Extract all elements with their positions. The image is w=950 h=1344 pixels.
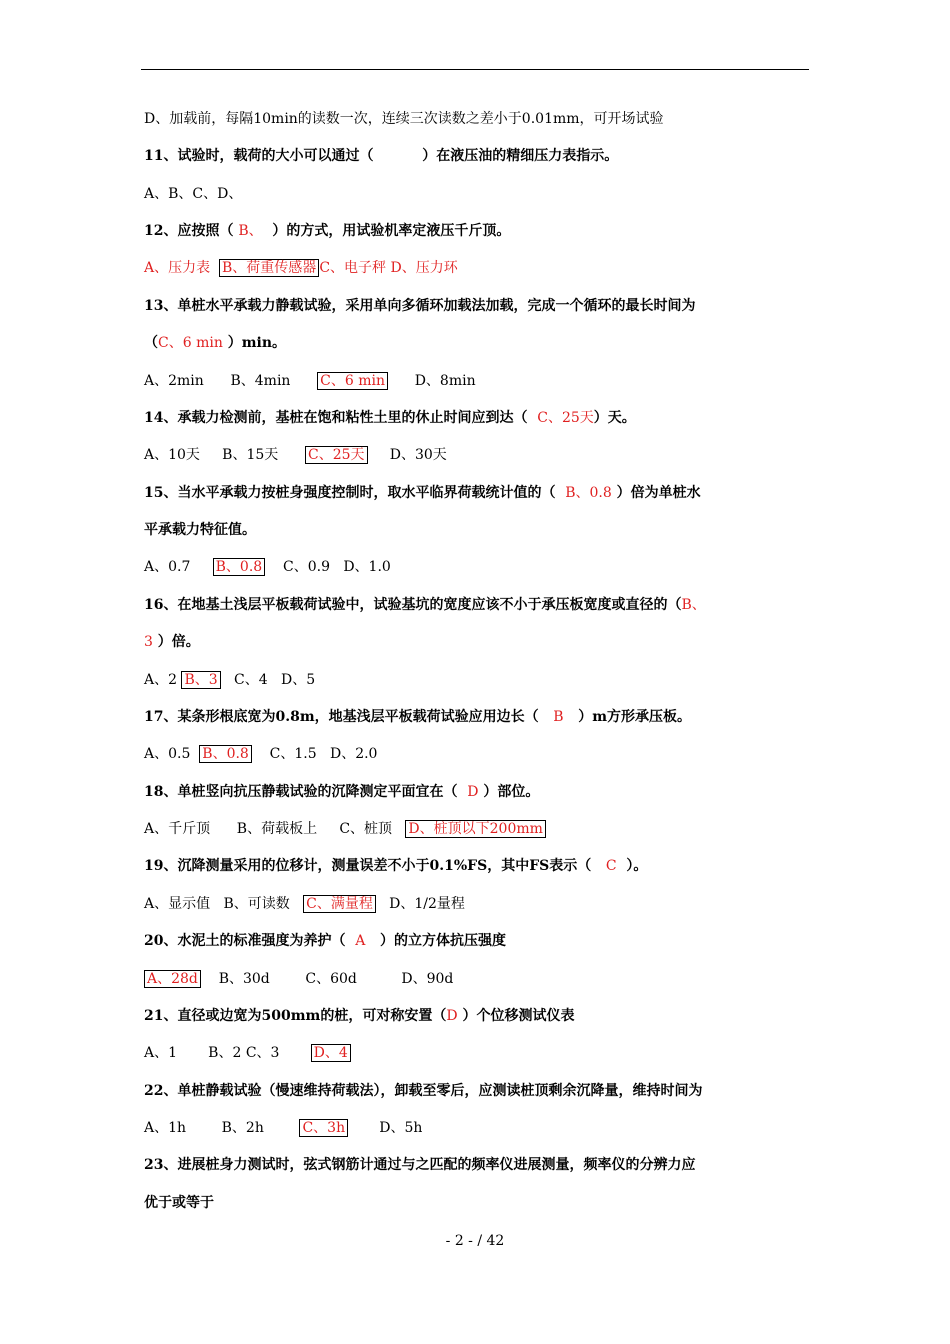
text-segment: A、10天 B、15天 xyxy=(144,447,305,463)
text-segment: 13、单桩水平承载力静载试验，采用单向多循环加载法加载，完成一个循环的最长时间为 xyxy=(144,298,696,314)
answer-text: C xyxy=(605,858,617,874)
answer-text: B、0.8 xyxy=(565,485,612,501)
text-segment: A、千斤顶 B、荷载板上 C、桩顶 xyxy=(144,821,406,837)
question-line xyxy=(144,1193,214,1213)
question-line xyxy=(144,296,695,316)
option-line xyxy=(144,1043,351,1063)
question-line xyxy=(144,782,539,802)
text-segment: A、B、C、D、 xyxy=(144,186,243,202)
text-segment: ）m方形承压板。 xyxy=(563,709,692,725)
answer-box: A、28d xyxy=(144,970,201,988)
question-line xyxy=(144,146,618,166)
text-segment: ）的立方体抗压强度 xyxy=(365,933,506,949)
text-segment: 16、在地基土浅层平板载荷试验中，试验基坑的宽度应该不小于承压板宽度或直径的（ xyxy=(144,597,682,613)
answer-text: D xyxy=(446,1008,458,1024)
text-segment: A、0.5 xyxy=(144,746,200,762)
text-segment: 11、试验时，载荷的大小可以通过（ ）在液压油的精细压力表指示。 xyxy=(144,148,619,164)
question-line xyxy=(144,1006,574,1026)
text-segment: D、加载前，每隔10min的读数一次，连续三次读数之差小于0.01mm，可开场试验 xyxy=(144,111,664,127)
question-line xyxy=(144,221,510,241)
text-segment: 17、某条形根底宽为0.8m，地基浅层平板载荷试验应用边长（ xyxy=(144,709,554,725)
answer-text: D xyxy=(467,784,479,800)
text-segment: D、1/2量程 xyxy=(375,896,465,912)
text-segment: A、显示值 B、可读数 xyxy=(144,896,304,912)
text-segment: 12、应按照（ xyxy=(144,223,239,239)
answer-box: C、满量程 xyxy=(303,895,376,913)
text-segment: D、30天 xyxy=(367,447,447,463)
option-line xyxy=(144,184,242,204)
question-line xyxy=(144,1081,702,1101)
option-line xyxy=(144,445,447,465)
question-line xyxy=(144,632,200,652)
text-segment: ）天。 xyxy=(593,410,636,426)
answer-text: B、 xyxy=(681,597,706,613)
header-rule xyxy=(141,69,809,70)
text-segment: A、2min B、4min xyxy=(144,373,318,389)
question-line xyxy=(144,333,286,353)
text-segment: ）个位移测试仪表 xyxy=(457,1008,575,1024)
answer-text: C、25天 xyxy=(537,410,594,426)
text-segment: A、1 B、2 C、3 xyxy=(144,1045,311,1061)
answer-box: D、桩顶以下200mm xyxy=(405,820,546,838)
question-line xyxy=(144,1155,695,1175)
answer-text: B xyxy=(553,709,564,725)
text-segment: 21、直径或边宽为500mm的桩，可对称安置（ xyxy=(144,1008,447,1024)
answer-box: B、荷重传感器 xyxy=(219,259,319,277)
answer-box: C、25天 xyxy=(305,446,368,464)
option-line xyxy=(144,1118,422,1138)
text-segment: A、1h B、2h xyxy=(144,1120,300,1136)
option-line xyxy=(144,969,453,989)
text-segment: 15、当水平承载力按桩身强度控制时，取水平临界荷载统计值的（ xyxy=(144,485,566,501)
question-line xyxy=(144,408,636,428)
answer-text: C、电子秤 D、压力环 xyxy=(319,260,458,276)
text-segment: C、0.9 D、1.0 xyxy=(265,559,391,575)
option-line xyxy=(144,670,315,690)
text-segment: C、1.5 D、2.0 xyxy=(251,746,378,762)
text-segment: 18、单桩竖向抗压静载试验的沉降测定平面宜在（ xyxy=(144,784,468,800)
text-segment: ）倍为单桩水 xyxy=(611,485,701,501)
answer-text: C、6 min xyxy=(158,335,223,351)
option-line xyxy=(144,371,476,391)
text-segment: 23、进展桩身力测试时，弦式钢筋计通过与之匹配的频率仪进展测量，频率仪的分辨力应 xyxy=(144,1157,696,1173)
text-segment: D、5h xyxy=(348,1120,423,1136)
text-segment: B、30d C、60d D、90d xyxy=(200,971,454,987)
answer-text: B、 xyxy=(238,223,263,239)
text-segment: 14、承载力检测前，基桩在饱和粘性土里的休止时间应到达（ xyxy=(144,410,538,426)
answer-box: B、3 xyxy=(181,671,220,689)
text-segment: A、0.7 xyxy=(144,559,213,575)
answer-box: C、6 min xyxy=(317,372,388,390)
option-line xyxy=(144,744,377,764)
text-segment: （ xyxy=(144,335,158,351)
text-segment: ）倍。 xyxy=(152,634,200,650)
text-segment: D、8min xyxy=(388,373,476,389)
text-segment: ）。 xyxy=(616,858,648,874)
text-segment: 优于或等于 xyxy=(144,1195,214,1211)
text-segment: ）min。 xyxy=(222,335,287,351)
option-line xyxy=(144,109,664,129)
question-line xyxy=(144,931,506,951)
answer-box: B、0.8 xyxy=(199,745,252,763)
page-number: - 2 - / 42 xyxy=(445,1233,505,1249)
answer-box: C、3h xyxy=(299,1119,348,1137)
question-line xyxy=(144,595,706,615)
option-line xyxy=(144,557,391,577)
question-line xyxy=(144,856,647,876)
answer-box: D、4 xyxy=(311,1044,351,1062)
question-line xyxy=(144,520,256,540)
answer-text: 3 xyxy=(144,634,153,650)
answer-box: B、0.8 xyxy=(213,558,266,576)
question-line xyxy=(144,483,701,503)
text-segment: A、2 xyxy=(144,672,182,688)
text-segment: ）的方式，用试验机率定液压千斤顶。 xyxy=(262,223,511,239)
answer-text: A xyxy=(355,933,366,949)
option-line xyxy=(144,258,458,278)
text-segment: ）部位。 xyxy=(478,784,540,800)
text-segment: 19、沉降测量采用的位移计，测量误差不小于0.1%FS，其中FS表示（ xyxy=(144,858,606,874)
text-segment: 20、水泥土的标准强度为养护（ xyxy=(144,933,356,949)
question-line xyxy=(144,707,691,727)
text-segment: C、4 D、5 xyxy=(220,672,316,688)
text-segment: 平承载力特征值。 xyxy=(144,522,256,538)
option-line xyxy=(144,819,546,839)
option-line xyxy=(144,894,465,914)
text-segment: 22、单桩静载试验（慢速维持荷载法），卸载至零后，应测读桩顶剩余沉降量，维持时间为 xyxy=(144,1083,703,1099)
answer-text: A、压力表 xyxy=(144,260,220,276)
